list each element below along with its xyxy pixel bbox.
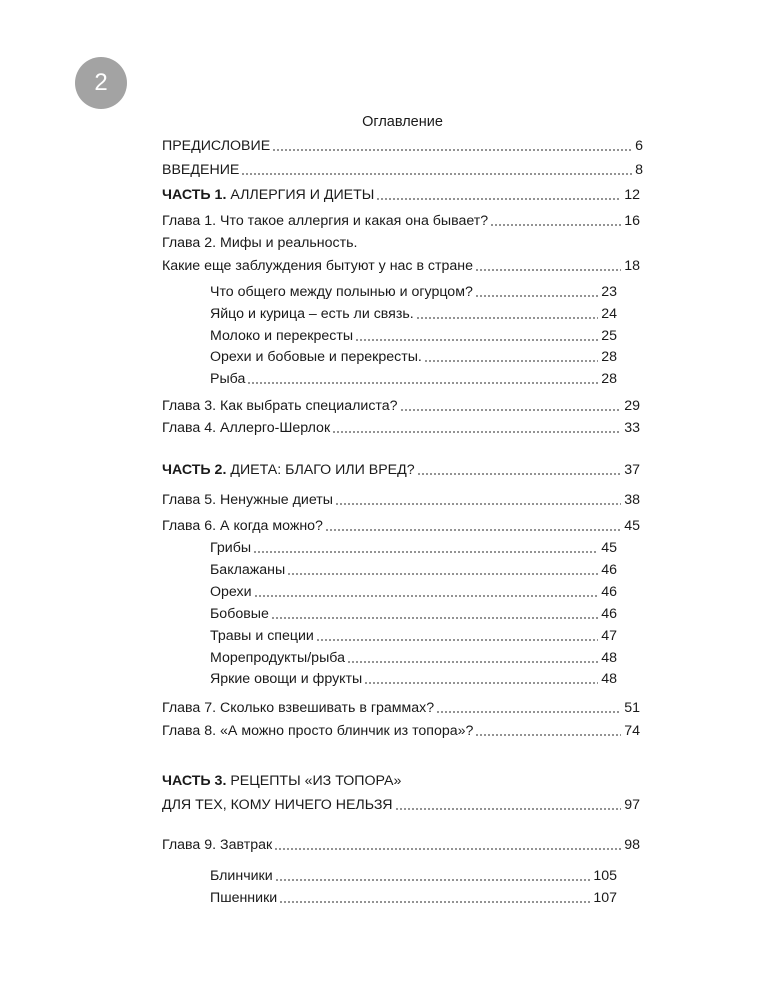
entry-label: Баклажаны — [210, 562, 286, 578]
entry-page: 8 — [635, 162, 643, 178]
toc-subentry[interactable] — [210, 370, 617, 388]
entry-label: Рыба — [210, 371, 246, 387]
dot-leader — [490, 224, 621, 226]
dot-leader — [475, 734, 621, 736]
dot-leader — [355, 339, 598, 341]
toc-title: Оглавление — [362, 114, 443, 130]
dot-leader — [347, 661, 598, 663]
entry-page: 46 — [601, 562, 617, 578]
toc-entry-ch9[interactable] — [162, 836, 640, 854]
dot-leader — [364, 682, 598, 684]
page-number: 2 — [94, 69, 108, 96]
entry-page: 12 — [624, 187, 640, 203]
entry-page: 45 — [601, 540, 617, 556]
toc-entry-preface[interactable] — [162, 137, 643, 155]
toc-subentry[interactable] — [210, 583, 617, 601]
toc-entry-intro[interactable] — [162, 161, 643, 179]
toc-subentry[interactable] — [210, 327, 617, 345]
dot-leader — [271, 617, 598, 619]
dot-leader — [376, 198, 621, 200]
dot-leader — [279, 901, 590, 903]
entry-label: ДЛЯ ТЕХ, КОМУ НИЧЕГО НЕЛЬЗЯ — [162, 797, 393, 813]
toc-entry-part3-line1[interactable] — [162, 772, 640, 790]
entry-page: 6 — [635, 138, 643, 154]
dot-leader — [424, 360, 598, 362]
entry-label: Глава 9. Завтрак — [162, 837, 273, 853]
toc-subentry[interactable] — [210, 539, 617, 557]
dot-leader — [325, 529, 621, 531]
part-prefix: ЧАСТЬ 3. — [162, 773, 227, 789]
dot-leader — [332, 431, 621, 433]
entry-page: 16 — [624, 213, 640, 229]
toc-subentry[interactable] — [210, 889, 617, 907]
dot-leader — [395, 808, 622, 810]
entry-page: 45 — [624, 518, 640, 534]
dot-leader — [274, 848, 621, 850]
toc-subentry[interactable] — [210, 283, 617, 301]
part-prefix: ЧАСТЬ 2. — [162, 462, 227, 478]
entry-label: Какие еще заблуждения бытуют у нас в стране — [162, 258, 474, 274]
dot-leader — [241, 173, 632, 175]
entry-page: 46 — [601, 606, 617, 622]
toc-entry-ch7[interactable] — [162, 699, 640, 717]
entry-page: 51 — [624, 700, 640, 716]
entry-page: 28 — [601, 371, 617, 387]
dot-leader — [272, 149, 632, 151]
entry-label: АЛЛЕРГИЯ И ДИЕТЫ — [230, 187, 375, 203]
entry-label: РЕЦЕПТЫ «ИЗ ТОПОРА» — [230, 773, 402, 789]
dot-leader — [400, 409, 622, 411]
entry-label: Пшенники — [210, 890, 278, 906]
toc-subentry[interactable] — [210, 561, 617, 579]
toc-entry-ch4[interactable] — [162, 419, 640, 437]
entry-page: 23 — [601, 284, 617, 300]
entry-label: Глава 3. Как выбрать специалиста? — [162, 398, 398, 414]
toc-subentry[interactable] — [210, 670, 617, 688]
entry-label: Яйцо и курица – есть ли связь. — [210, 306, 414, 322]
entry-label: ПРЕДИСЛОВИЕ — [162, 138, 271, 154]
toc-entry-ch5[interactable] — [162, 491, 640, 509]
entry-label: Грибы — [210, 540, 252, 556]
entry-label: Что общего между полынью и огурцом? — [210, 284, 473, 300]
dot-leader — [416, 317, 599, 319]
entry-label: Яркие овощи и фрукты — [210, 671, 363, 687]
toc-entry-ch1[interactable] — [162, 212, 640, 230]
entry-page: 38 — [624, 492, 640, 508]
toc-entry-part3[interactable] — [162, 796, 640, 814]
entry-label: Травы и специи — [210, 628, 314, 644]
entry-label: Глава 1. Что такое аллергия и какая она бывает? — [162, 213, 489, 229]
entry-page: 46 — [601, 584, 617, 600]
toc-subentry[interactable] — [210, 649, 617, 667]
toc-subentry[interactable] — [210, 348, 617, 366]
dot-leader — [316, 639, 598, 641]
entry-page: 29 — [624, 398, 640, 414]
dot-leader — [417, 473, 622, 475]
dot-leader — [254, 595, 599, 597]
entry-label: Бобовые — [210, 606, 269, 622]
toc-entry-ch8[interactable] — [162, 722, 640, 740]
entry-label: Морепродукты/рыба — [210, 650, 345, 666]
entry-label: Блинчики — [210, 868, 273, 884]
entry-label: Глава 8. «А можно просто блинчик из топора»? — [162, 723, 474, 739]
entry-page: 37 — [624, 462, 640, 478]
toc-subentry[interactable] — [210, 305, 617, 323]
entry-page: 105 — [593, 868, 617, 884]
entry-page: 107 — [593, 890, 617, 906]
toc-entry-ch2-line1[interactable] — [162, 234, 640, 252]
dot-leader — [475, 269, 621, 271]
dot-leader — [253, 551, 598, 553]
entry-page: 33 — [624, 420, 640, 436]
entry-page: 24 — [601, 306, 617, 322]
entry-label: Глава 6. А когда можно? — [162, 518, 323, 534]
part-prefix: ЧАСТЬ 1. — [162, 187, 227, 203]
toc-subentry[interactable] — [210, 627, 617, 645]
entry-page: 48 — [601, 650, 617, 666]
entry-label: Глава 7. Сколько взвешивать в граммах? — [162, 700, 435, 716]
toc-entry-ch2[interactable] — [162, 257, 640, 275]
entry-label: Глава 5. Ненужные диеты — [162, 492, 333, 508]
entry-page: 97 — [624, 797, 640, 813]
entry-label: Орехи — [210, 584, 252, 600]
toc-entry-part2[interactable] — [162, 461, 640, 479]
entry-page: 25 — [601, 328, 617, 344]
dot-leader — [247, 382, 598, 384]
dot-leader — [275, 879, 591, 881]
dot-leader — [335, 503, 621, 505]
entry-label: Глава 2. Мифы и реальность. — [162, 235, 358, 251]
toc-entry-ch6[interactable] — [162, 517, 640, 535]
entry-page: 18 — [624, 258, 640, 274]
entry-page: 74 — [624, 723, 640, 739]
dot-leader — [475, 295, 598, 297]
entry-label: Глава 4. Аллерго-Шерлок — [162, 420, 331, 436]
toc-subentry[interactable] — [210, 605, 617, 623]
entry-page: 48 — [601, 671, 617, 687]
entry-page: 98 — [624, 837, 640, 853]
toc-entry-ch3[interactable] — [162, 397, 640, 415]
entry-page: 47 — [601, 628, 617, 644]
entry-label: Молоко и перекресты — [210, 328, 354, 344]
entry-page: 28 — [601, 349, 617, 365]
toc-subentry[interactable] — [210, 867, 617, 885]
dot-leader — [287, 573, 598, 575]
entry-label: ДИЕТА: БЛАГО ИЛИ ВРЕД? — [230, 462, 415, 478]
page-number-badge — [75, 57, 127, 109]
entry-label: Орехи и бобовые и перекресты. — [210, 349, 422, 365]
toc-entry-part1[interactable] — [162, 186, 640, 204]
entry-label: ВВЕДЕНИЕ — [162, 162, 240, 178]
dot-leader — [436, 711, 621, 713]
